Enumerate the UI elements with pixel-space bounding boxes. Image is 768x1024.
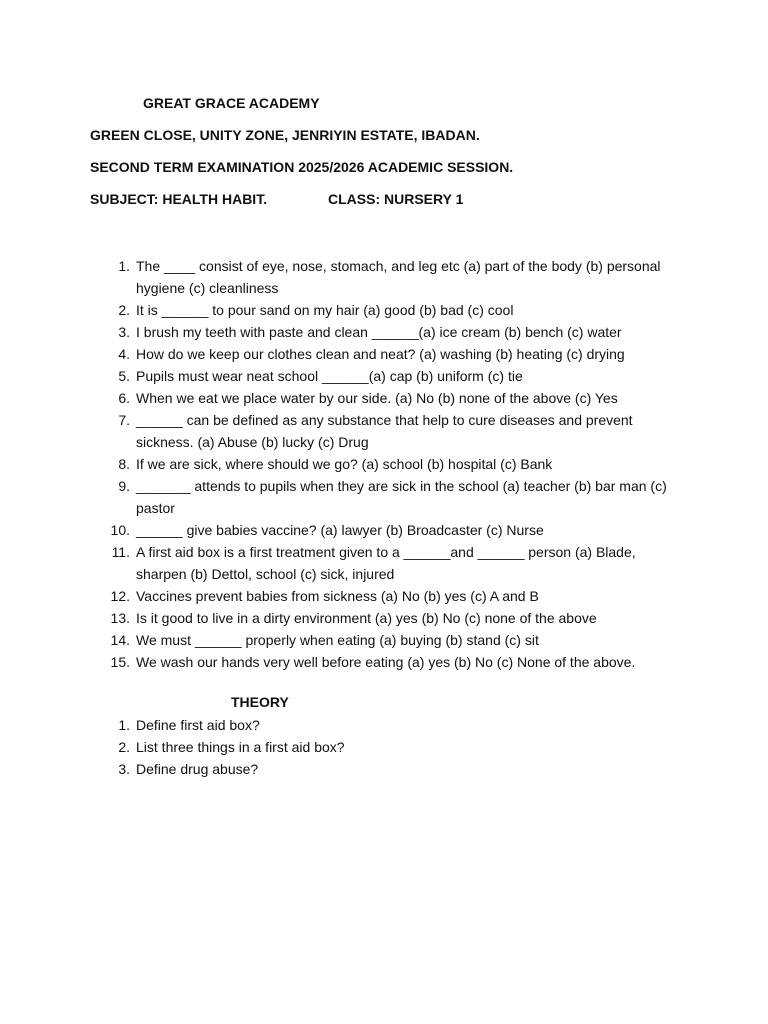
school-address: GREEN CLOSE, UNITY ZONE, JENRIYIN ESTATE, IBADAN. (90, 127, 480, 143)
question-number: 13. (110, 610, 130, 626)
question-text: The ____ consist of eye, nose, stomach, and leg etc (a) part of the body (b) personal hygiene (c) cleanliness (136, 258, 661, 296)
theory-text: Define drug abuse? (136, 761, 259, 777)
question-text: ______ give babies vaccine? (a) lawyer (b) Broadcaster (c) Nurse (136, 522, 544, 538)
question-number: 7. (118, 412, 130, 428)
question-text: Vaccines prevent babies from sickness (a) No (b) yes (c) A and B (136, 588, 539, 604)
question-number: 10. (110, 522, 130, 538)
question-number: 1. (118, 258, 130, 274)
question-text: _______ attends to pupils when they are sick in the school (a) teacher (b) bar man (c) pastor (136, 478, 667, 516)
question-number: 14. (110, 632, 130, 648)
exam-title: SECOND TERM EXAMINATION 2025/2026 ACADEMIC SESSION. (90, 159, 514, 175)
question-item (104, 387, 684, 409)
theory-text: Define first aid box? (136, 717, 260, 733)
question-text: When we eat we place water by our side. (a) No (b) none of the above (c) Yes (136, 390, 618, 406)
question-number: 3. (118, 324, 130, 340)
question-number: 4. (118, 346, 130, 362)
question-item (104, 409, 684, 453)
question-item (104, 629, 684, 651)
theory-item (104, 758, 684, 780)
theory-item (104, 714, 684, 736)
question-number: 8. (118, 456, 130, 472)
question-item (104, 343, 684, 365)
question-item (104, 541, 684, 585)
question-item (104, 321, 684, 343)
theory-number: 2. (118, 739, 130, 755)
question-number: 9. (118, 478, 130, 494)
theory-heading: THEORY (231, 694, 289, 710)
question-item (104, 365, 684, 387)
question-item (104, 607, 684, 629)
question-text: Is it good to live in a dirty environment (a) yes (b) No (c) none of the above (136, 610, 597, 626)
question-number: 5. (118, 368, 130, 384)
question-item (104, 453, 684, 475)
question-text: We must ______ properly when eating (a) buying (b) stand (c) sit (136, 632, 539, 648)
question-number: 6. (118, 390, 130, 406)
question-item (104, 651, 684, 673)
question-text: ______ can be defined as any substance that help to cure diseases and prevent sickness. (a) Abuse (b) lucky (c) Drug (136, 412, 633, 450)
theory-text: List three things in a first aid box? (136, 739, 345, 755)
question-text: We wash our hands very well before eating (a) yes (b) No (c) None of the above. (136, 654, 636, 670)
question-text: If we are sick, where should we go? (a) school (b) hospital (c) Bank (136, 456, 553, 472)
question-text: Pupils must wear neat school ______(a) cap (b) uniform (c) tie (136, 368, 523, 384)
question-item (104, 585, 684, 607)
theory-question-list (104, 714, 684, 780)
theory-number: 3. (118, 761, 130, 777)
question-number: 15. (110, 654, 130, 670)
question-text: How do we keep our clothes clean and neat? (a) washing (b) heating (c) drying (136, 346, 625, 362)
question-item (104, 475, 684, 519)
school-name: GREAT GRACE ACADEMY (143, 95, 320, 111)
question-number: 11. (111, 544, 130, 560)
question-number: 2. (118, 302, 130, 318)
theory-number: 1. (118, 717, 130, 733)
question-number: 12. (110, 588, 130, 604)
class-label: CLASS: NURSERY 1 (328, 191, 464, 207)
question-text: It is ______ to pour sand on my hair (a) good (b) bad (c) cool (136, 302, 514, 318)
question-item (104, 299, 684, 321)
subject-label: SUBJECT: HEALTH HABIT. (90, 191, 268, 207)
question-text: A first aid box is a first treatment given to a ______and ______ person (a) Blade, sharpen (b) Dettol, school (c) sick, injured (136, 544, 636, 582)
objective-question-list (104, 255, 684, 673)
question-text: I brush my teeth with paste and clean ______(a) ice cream (b) bench (c) water (136, 324, 622, 340)
theory-item (104, 736, 684, 758)
question-item (104, 255, 684, 299)
question-item (104, 519, 684, 541)
